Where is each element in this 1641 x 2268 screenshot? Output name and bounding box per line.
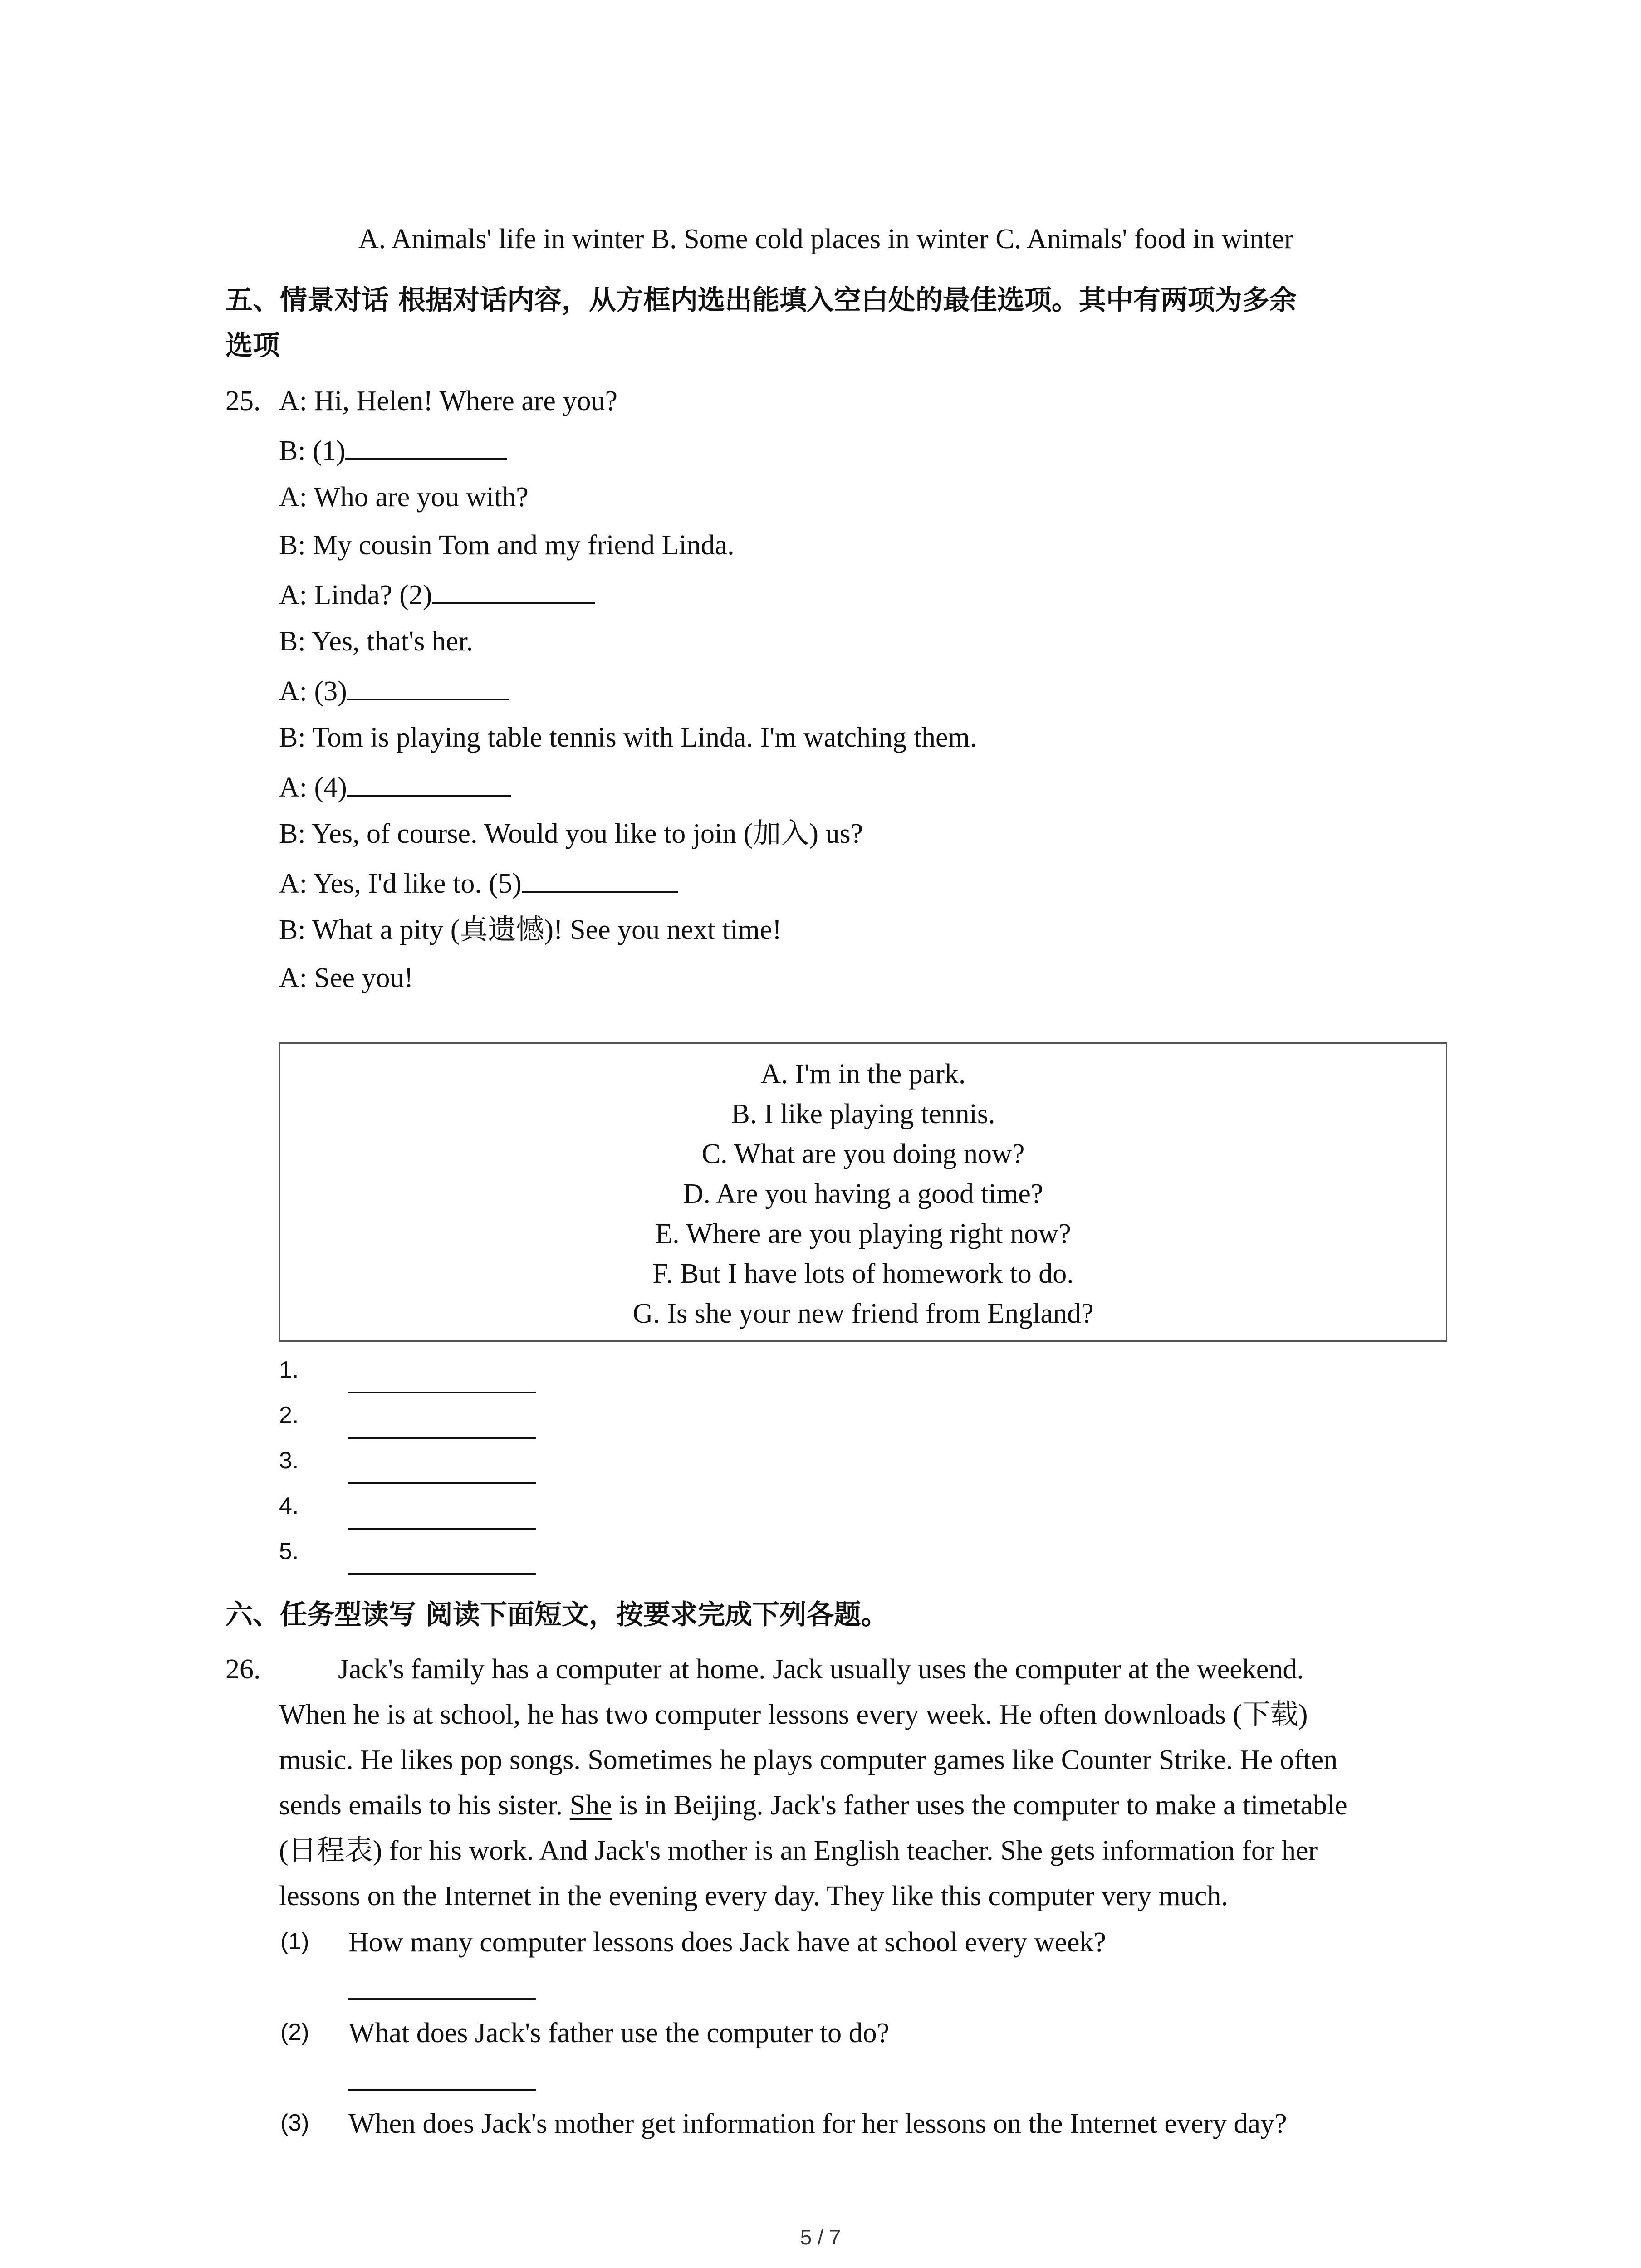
dialogue-text: B: What a pity (真遗憾)! See you next time! <box>279 914 782 945</box>
sub-question-text: How many computer lessons does Jack have at school every week? <box>348 1927 1107 1958</box>
sub-question-number: (3) <box>280 2110 309 2136</box>
sub-answer-line-2[interactable] <box>348 2089 536 2091</box>
dialogue-line <box>279 767 511 807</box>
blank-1[interactable] <box>345 430 507 460</box>
dialogue-line <box>279 574 595 614</box>
dialogue-text: B: Yes, that's her. <box>279 626 474 657</box>
passage-line: lessons on the Internet in the evening every day. They like this computer very much. <box>279 1881 1228 1911</box>
dialogue-line <box>279 526 735 564</box>
passage-line <box>279 1786 1347 1824</box>
dialogue-text: A: (4) <box>279 772 347 803</box>
options-box <box>279 1042 1447 1342</box>
option-g: G. Is she your new friend from England? <box>632 1298 1094 1329</box>
option-e: E. Where are you playing right now? <box>655 1218 1071 1249</box>
question-25-number: 25. <box>225 386 261 416</box>
dialogue-line <box>279 911 782 949</box>
blank-4[interactable] <box>347 767 511 797</box>
dialogue-text: B: Yes, of course. Would you like to join (加入) us? <box>279 818 863 849</box>
passage-line: Jack's family has a computer at home. Jack usually uses the computer at the weekend. <box>338 1654 1304 1685</box>
section-5-heading <box>225 278 1297 368</box>
sub-question-text: What does Jack's father use the computer to do? <box>348 2018 890 2048</box>
sub-question-number: (2) <box>280 2019 309 2045</box>
blank-2[interactable] <box>432 574 595 604</box>
answer-line-1[interactable] <box>348 1392 536 1393</box>
dialogue-line <box>279 959 413 997</box>
sub-answer-line-1[interactable] <box>348 1998 536 2000</box>
dialogue-text: B: Tom is playing table tennis with Linda. I'm watching them. <box>279 722 977 753</box>
section-6-heading: 六、任务型读写 阅读下面短文，按要求完成下列各题。 <box>225 1599 888 1631</box>
dialogue-line <box>279 478 529 516</box>
dialogue-text: B: (1) <box>279 435 346 466</box>
options-list <box>280 1044 1446 1334</box>
sub-question-number: (1) <box>280 1928 309 1955</box>
answer-line-3[interactable] <box>348 1482 536 1484</box>
answer-number: 3. <box>279 1447 299 1474</box>
answer-number: 2. <box>279 1402 299 1428</box>
question-26-number: 26. <box>225 1654 261 1685</box>
option-b: B. I like playing tennis. <box>731 1099 995 1129</box>
passage-line: (日程表) for his work. And Jack's mother is an English teacher. She gets information for her <box>279 1835 1318 1866</box>
option-a: A. I'm in the park. <box>760 1059 966 1090</box>
dialogue-text: B: My cousin Tom and my friend Linda. <box>279 530 735 561</box>
dialogue-text: A: Yes, I'd like to. (5) <box>279 868 522 899</box>
dialogue-line <box>279 622 473 660</box>
dialogue-text: A: Linda? (2) <box>279 580 432 611</box>
dialogue-line <box>279 670 509 710</box>
passage-line: music. He likes pop songs. Sometimes he plays computer games like Counter Strike. He often <box>279 1745 1338 1775</box>
dialogue-line <box>279 382 617 420</box>
answer-number: 4. <box>279 1493 299 1519</box>
passage-line: When he is at school, he has two computer lessons every week. He often downloads (下载) <box>279 1699 1308 1730</box>
section-5-heading-line2: 选项 <box>225 330 280 362</box>
dialogue-text: A: Hi, Helen! Where are you? <box>279 386 617 416</box>
dialogue-line <box>279 430 507 470</box>
passage-text: is in Beijing. Jack's father uses the computer to make a timetable <box>612 1790 1347 1821</box>
section-5-heading-line1: 五、情景对话 根据对话内容，从方框内选出能填入空白处的最佳选项。其中有两项为多余 <box>225 284 1297 316</box>
page-indicator: 5 / 7 <box>800 2225 841 2249</box>
option-f: F. But I have lots of homework to do. <box>652 1258 1074 1289</box>
answer-number: 5. <box>279 1538 299 1564</box>
answer-number: 1. <box>279 1357 299 1383</box>
blank-5[interactable] <box>522 863 678 893</box>
sub-question-text: When does Jack's mother get information for her lessons on the Internet every day? <box>348 2108 1287 2139</box>
dialogue-line <box>279 863 678 903</box>
blank-3[interactable] <box>347 670 509 700</box>
dialogue-text: A: See you! <box>279 963 414 993</box>
passage-text: sends emails to his sister. <box>279 1790 570 1821</box>
dialogue-line <box>279 815 863 853</box>
option-c: C. What are you doing now? <box>701 1139 1025 1169</box>
answer-line-4[interactable] <box>348 1528 536 1530</box>
dialogue-text: A: Who are you with? <box>279 482 529 513</box>
answer-line-5[interactable] <box>348 1573 536 1575</box>
option-d: D. Are you having a good time? <box>683 1178 1043 1209</box>
previous-question-options: A. Animals' life in winter B. Some cold places in winter C. Animals' food in winter <box>358 224 1294 254</box>
dialogue-text: A: (3) <box>279 676 347 707</box>
answer-line-2[interactable] <box>348 1437 536 1439</box>
dialogue-line <box>279 719 977 757</box>
underlined-word: She <box>569 1790 612 1821</box>
